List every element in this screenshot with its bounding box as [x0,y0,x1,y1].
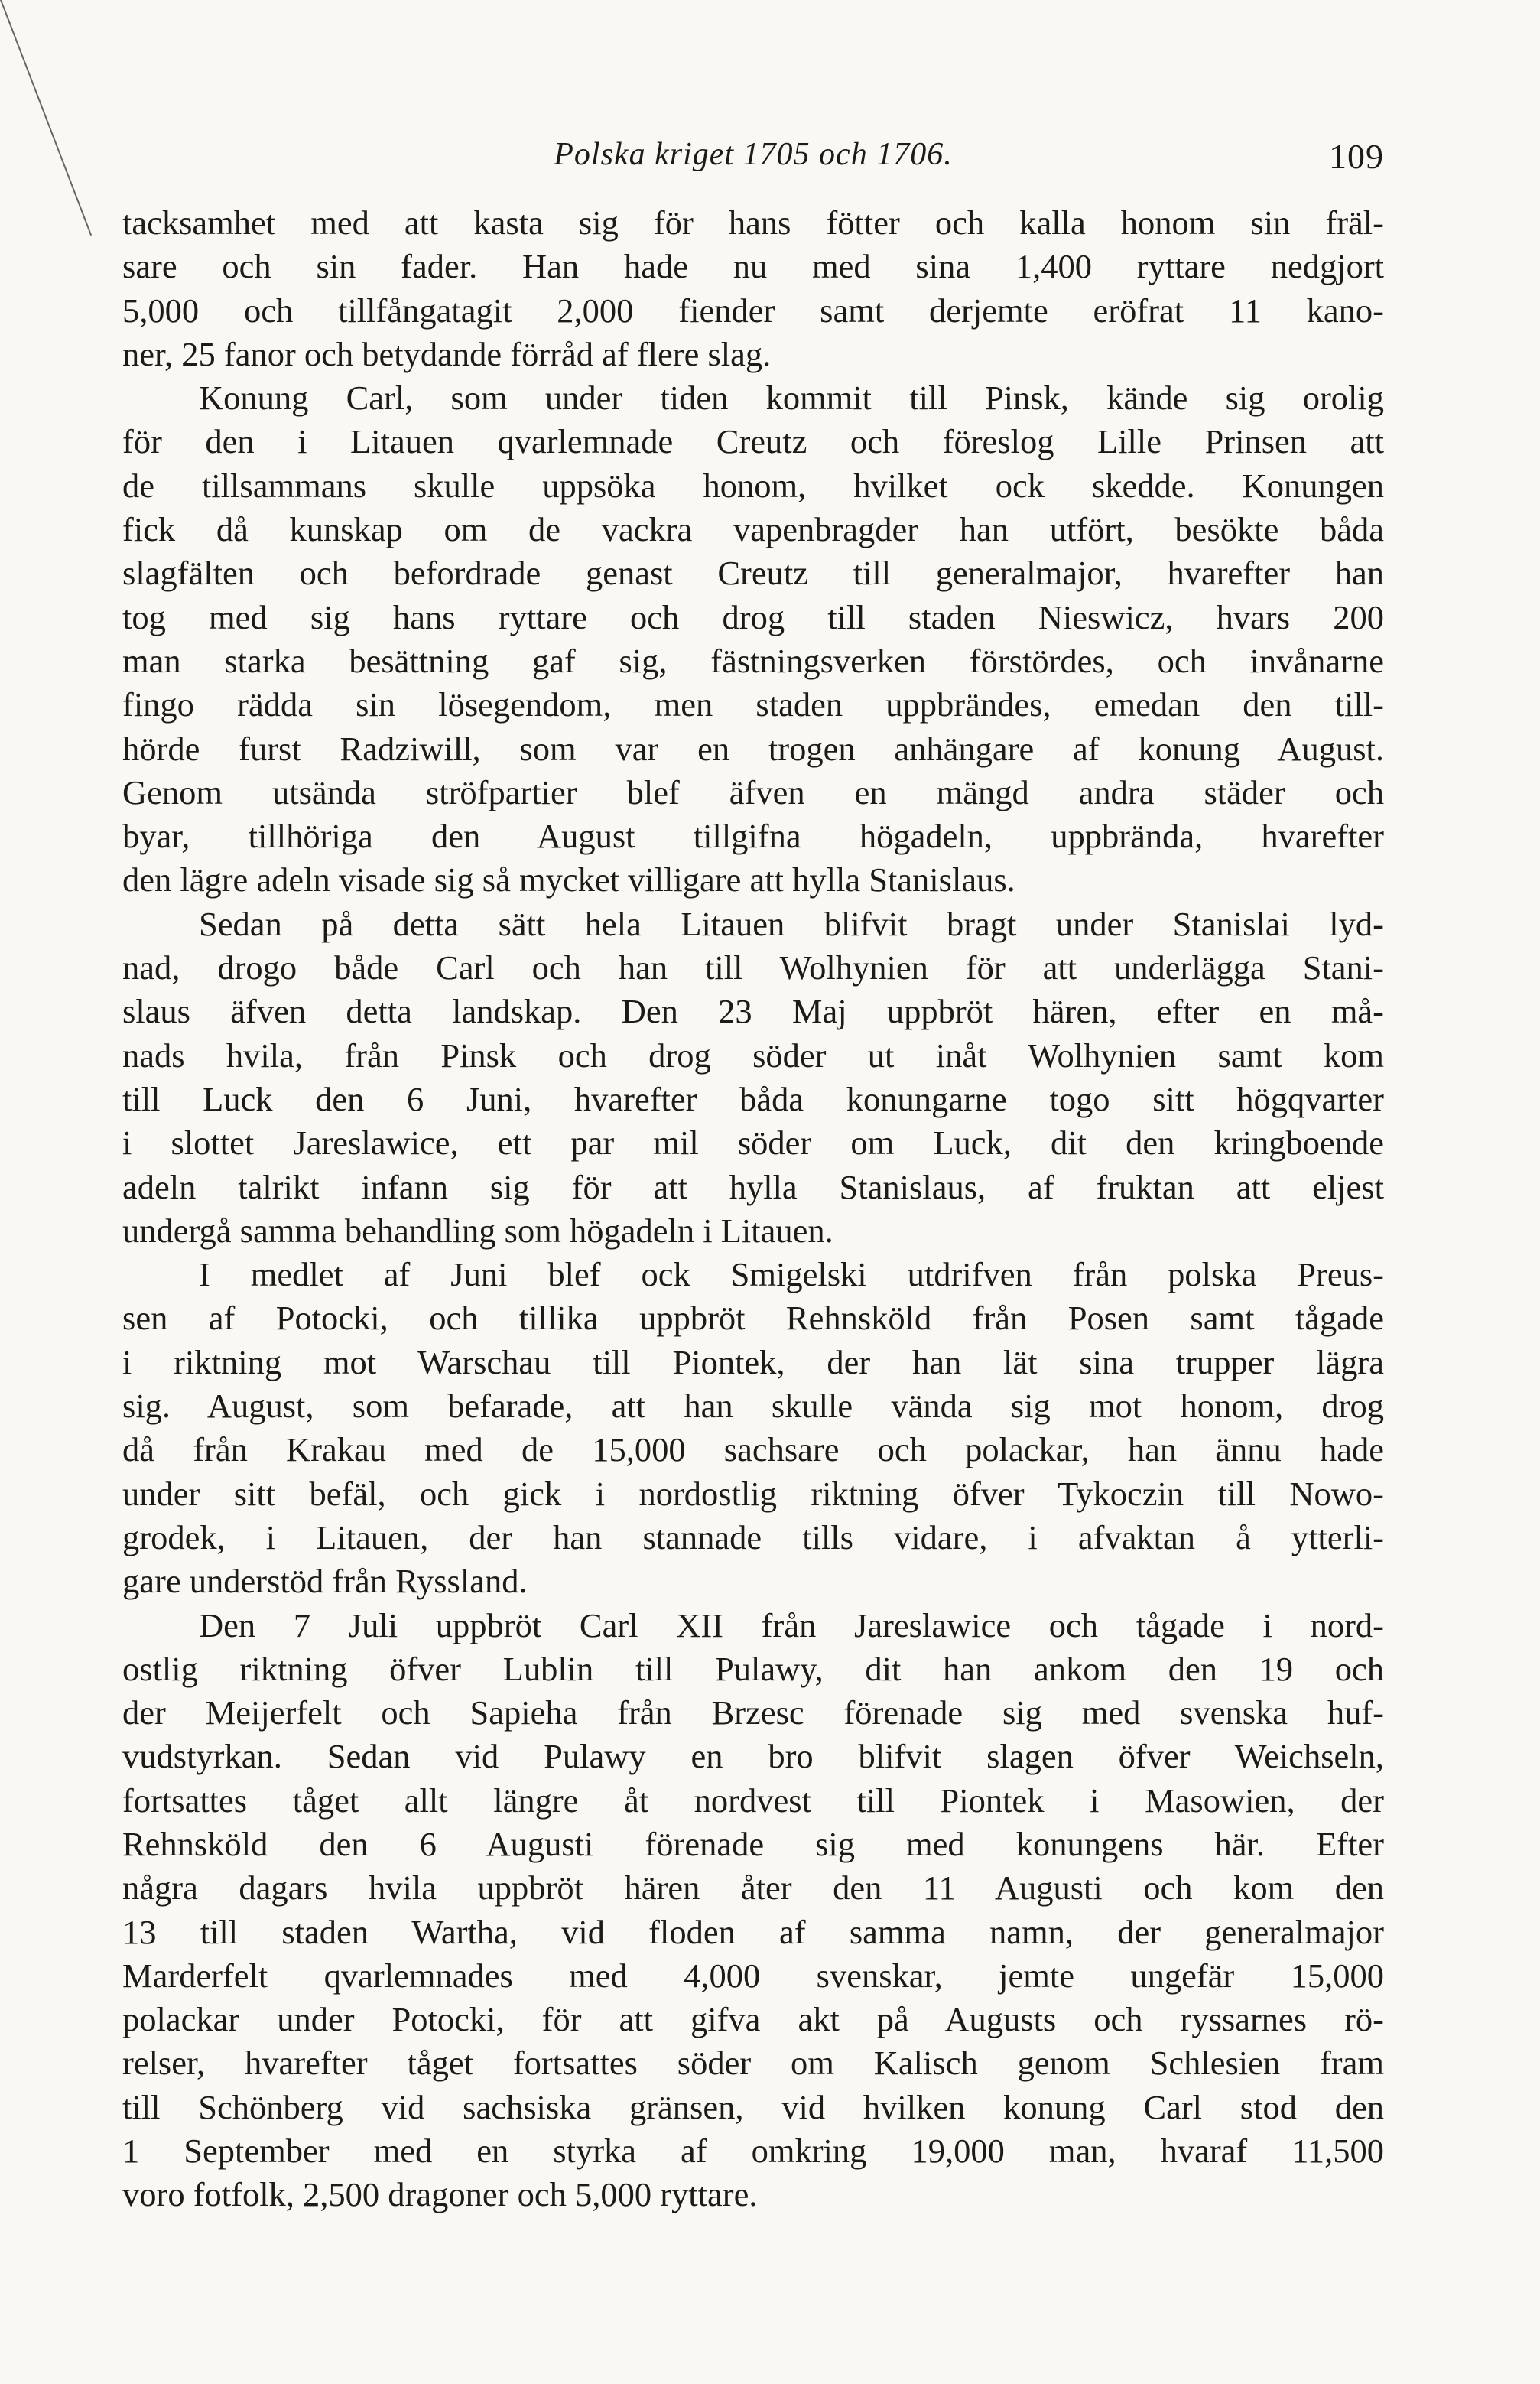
text-line: tacksamhet med att kasta sig för hans fötter och kalla honom sin fräl- [122,203,1384,242]
running-head [122,122,1384,184]
text-line: nads hvila, från Pinsk och drog söder ut inåt Wolhynien samt kom [122,1036,1384,1075]
text-line: då från Krakau med de 15,000 sachsare och polackar, han ännu hade [122,1430,1384,1469]
text-line: grodek, i Litauen, der han stannade tills vidare, i afvaktan å ytterli- [122,1517,1384,1556]
body-text [122,201,1384,2217]
text-line: under sitt befäl, och gick i nordostlig riktning öfver Tykoczin till Nowo- [122,1474,1384,1513]
text-line: fingo rädda sin lösegendom, men staden uppbrändes, emedan den till- [122,685,1384,724]
text-line: 5,000 och tillfångatagit 2,000 fiender samt derjemte eröfrat 11 kano- [122,291,1384,330]
text-line: polackar under Potocki, för att gifva akt på Augusts och ryssarnes rö- [122,2000,1384,2039]
text-line: undergå samma behandling som högadeln i Litauen. [122,1211,833,1250]
text-line: relser, hvarefter tåget fortsattes söder om Kalisch genom Schlesien fram [122,2044,1384,2083]
text-line: voro fotfolk, 2,500 dragoner och 5,000 ryttare. [122,2175,758,2214]
text-line: sig. August, som befarade, att han skulle vända sig mot honom, drog [122,1387,1384,1426]
text-line: Sedan på detta sätt hela Litauen blifvit bragt under Stanislai lyd- [199,904,1384,943]
text-line: den lägre adeln visade sig så mycket villigare att hylla Stanislaus. [122,860,1015,899]
text-line: slagfälten och befordrade genast Creutz till generalmajor, hvarefter han [122,554,1384,593]
text-line: i riktning mot Warschau till Piontek, der han lät sina trupper lägra [122,1342,1384,1381]
running-title: Polska kriget 1705 och 1706. [554,137,953,172]
text-line: byar, tillhöriga den August tillgifna högadeln, uppbrända, hvarefter [122,817,1384,856]
page-number: 109 [1329,137,1384,176]
text-line: för den i Litauen qvarlemnade Creutz och föreslog Lille Prinsen att [122,422,1384,461]
text-line: fick då kunskap om de vackra vapenbragder han utfört, besökte båda [122,510,1384,549]
text-line: 1 September med en styrka af omkring 19,000 man, hvaraf 11,500 [122,2132,1384,2171]
text-line: till Schönberg vid sachsiska gränsen, vid hvilken konung Carl stod den [122,2087,1384,2126]
text-line: några dagars hvila uppbröt hären åter den 11 Augusti och kom den [122,1868,1384,1908]
text-line: Rehnsköld den 6 Augusti förenade sig med konungens här. Efter [122,1824,1384,1863]
text-line: Den 7 Juli uppbröt Carl XII från Jareslawice och tågade i nord- [199,1605,1384,1644]
text-line: adeln talrikt infann sig för att hylla Stanislaus, af fruktan att eljest [122,1167,1384,1206]
text-line: gare understöd från Ryssland. [122,1562,528,1601]
text-line: i slottet Jareslawice, ett par mil söder om Luck, dit den kringboende [122,1124,1384,1163]
text-line: ostlig riktning öfver Lublin till Pulawy, dit han ankom den 19 och [122,1649,1384,1688]
text-line: sare och sin fader. Han hade nu med sina 1,400 ryttare nedgjort [122,247,1384,286]
text-line: vudstyrkan. Sedan vid Pulawy en bro blifvit slagen öfver Weichseln, [122,1737,1384,1776]
text-line: nad, drogo både Carl och han till Wolhynien för att underlägga Stani- [122,948,1384,987]
text-line: Konung Carl, som under tiden kommit till Pinsk, kände sig orolig [199,379,1384,418]
text-line: Genom utsända ströfpartier blef äfven en mängd andra städer och [122,772,1384,811]
text-line: tog med sig hans ryttare och drog till staden Nieswicz, hvars 200 [122,597,1384,636]
text-line: man starka besättning gaf sig, fästningsverken förstördes, och invånarne [122,641,1384,680]
text-line: slaus äfven detta landskap. Den 23 Maj uppbröt hären, efter en må- [122,992,1384,1031]
text-line: hörde furst Radziwill, som var en trogen anhängare af konung August. [122,729,1384,768]
text-line: I medlet af Juni blef ock Smigelski utdrifven från polska Preus- [199,1255,1384,1294]
text-line: ner, 25 fanor och betydande förråd af flere slag. [122,334,772,373]
text-line: till Luck den 6 Juni, hvarefter båda konungarne togo sitt högqvarter [122,1079,1384,1118]
text-line: Marderfelt qvarlemnades med 4,000 svenskar, jemte ungefär 15,000 [122,1956,1384,1995]
text-line: fortsattes tåget allt längre åt nordvest till Piontek i Masowien, der [122,1781,1384,1820]
text-line: de tillsammans skulle uppsöka honom, hvilket ock skedde. Konungen [122,466,1384,505]
text-line: 13 till staden Wartha, vid floden af samma namn, der generalmajor [122,1912,1384,1951]
text-line: der Meijerfelt och Sapieha från Brzesc förenade sig med svenska huf- [122,1693,1384,1732]
text-line: sen af Potocki, och tillika uppbröt Rehnsköld från Posen samt tågade [122,1299,1384,1338]
